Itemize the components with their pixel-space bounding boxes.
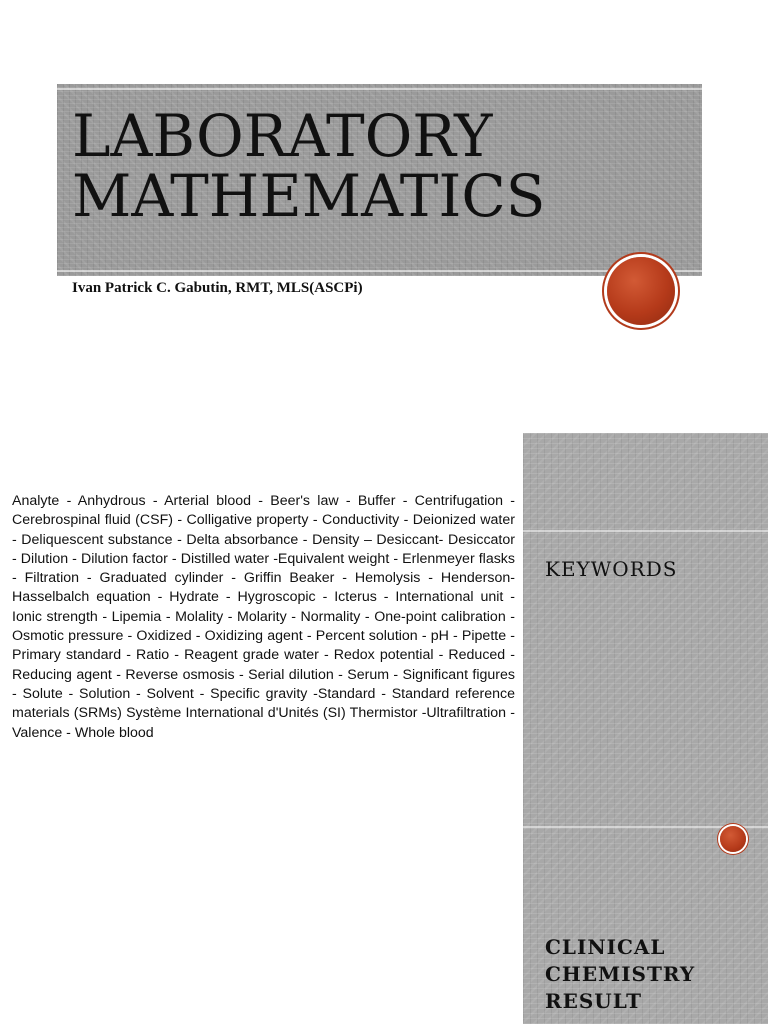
clinical-chemistry-heading: CLINICAL CHEMISTRY RESULT bbox=[545, 935, 696, 1013]
panel-divider bbox=[523, 530, 768, 532]
presentation-title: LABORATORY MATHEMATICS bbox=[72, 102, 546, 230]
keywords-heading: KEYWORDS bbox=[545, 557, 678, 581]
title-slide bbox=[0, 0, 768, 415]
decorative-orb-icon bbox=[607, 257, 675, 325]
keywords-list: Analyte - Anhydrous - Arterial blood - Beer's law - Buffer - Centrifugation - Cerebrospinal fluid (CSF) - Colligative property - Conductivity - Deionized water - Deliquescent substance - Delta absorbance - Density – Desiccant- Desiccator - Dilution - Dilution factor - Distilled water -Equivalent weight - Erlenmeyer flasks - Filtration - Graduated cylinder - Griffin Beaker - Hemolysis - Henderson-Hasselbalch equation - Hydrate - Hygroscopic - Icterus - International unit - Ionic strength - Lipemia - Molality - Molarity - Normality - One-point calibration - Osmotic pressure - Oxidized - Oxidizing agent - Percent solution - pH - Pipette - Primary standard - Ratio - Reagent grade water - Redox potential - Reduced - Reducing agent - Reverse osmosis - Serial dilution - Serum - Significant figures - Solute - Solution - Solvent - Specific gravity -Standard - Standard reference materials (SRMs) Système International d'Unités (SI) Thermistor -Ultrafiltration - Valence - Whole blood bbox=[12, 493, 515, 741]
presenter-name: Ivan Patrick C. Gabutin, RMT, MLS(ASCPi) bbox=[72, 280, 363, 296]
decorative-orb-icon bbox=[720, 826, 746, 852]
